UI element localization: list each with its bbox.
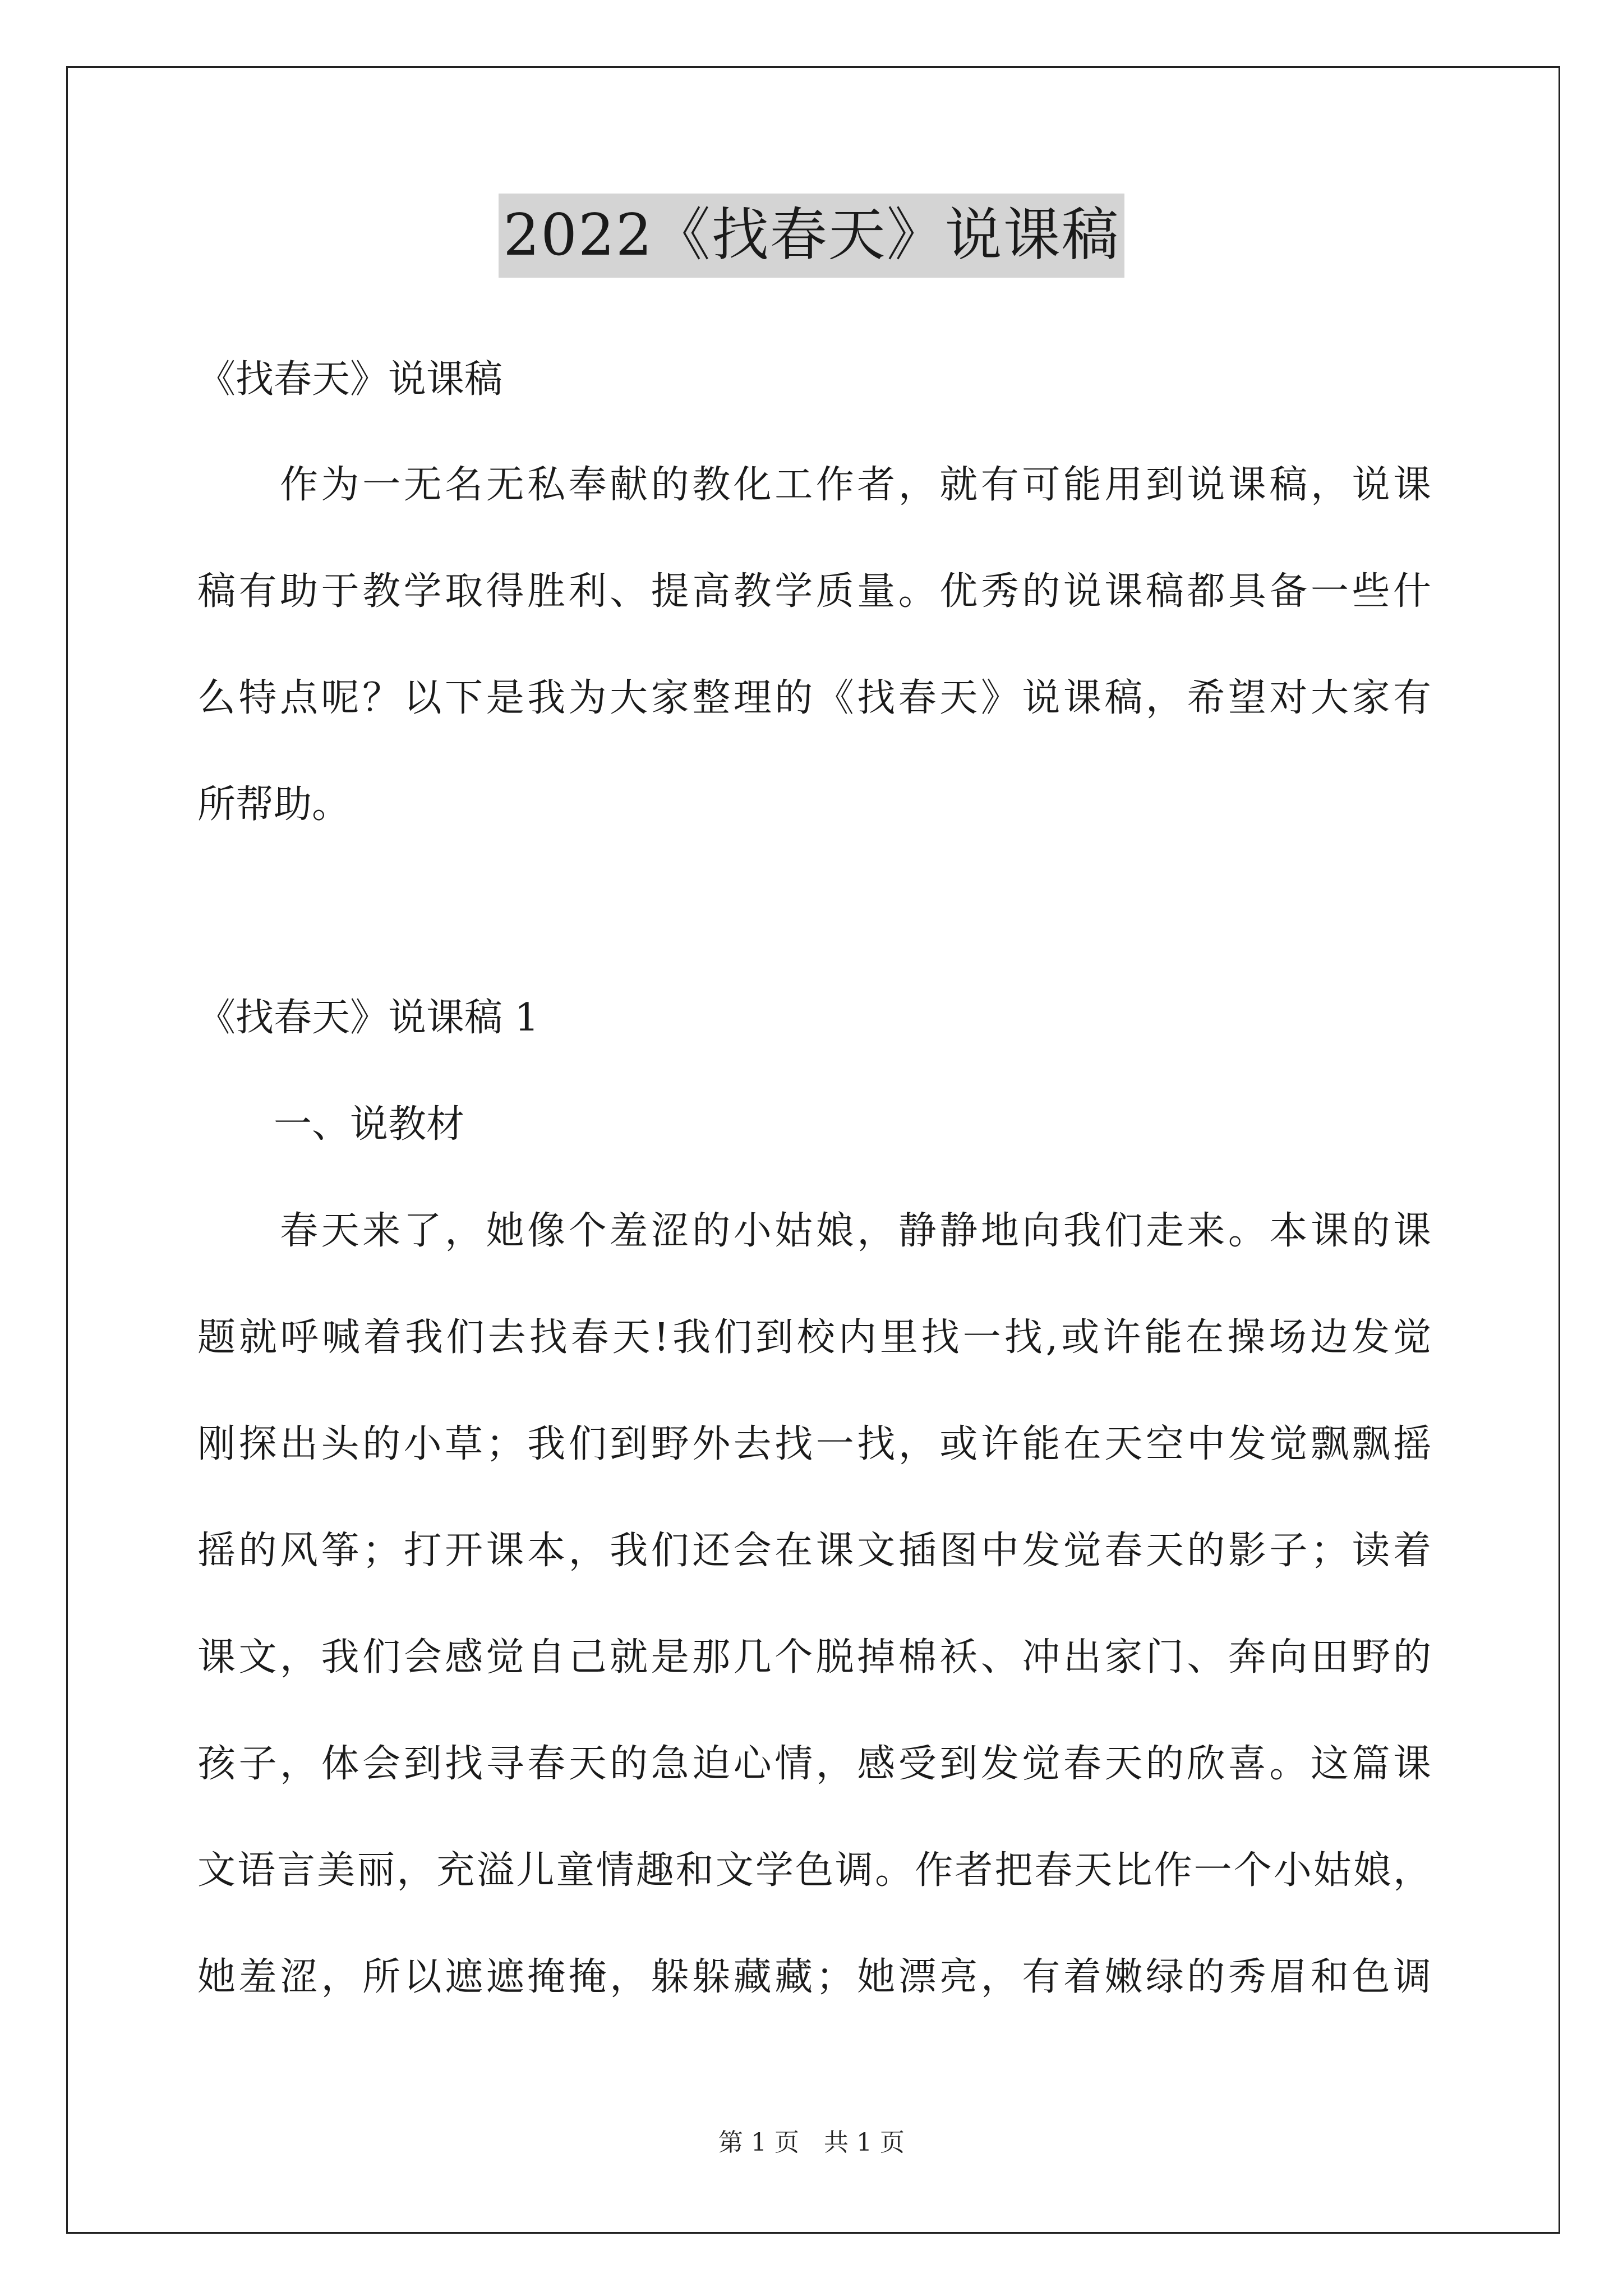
intro-line-3: 么特点呢？以下是我为大家整理的《找春天》说课稿，希望对大家有	[197, 676, 1431, 720]
document-subtitle: 《找春天》说课稿	[197, 357, 503, 402]
intro-line-2: 稿有助于教学取得胜利、提高教学质量。优秀的说课稿都具备一些什	[197, 569, 1431, 614]
page-footer: 第 1 页 共 1 页	[718, 2128, 905, 2157]
document-title	[0, 194, 1623, 283]
body-line-1: 春天来了，她像个羞涩的小姑娘，静静地向我们走来。本课的课	[197, 1209, 1431, 1253]
section-title: 《找春天》说课稿 1	[197, 996, 539, 1040]
intro-line-1: 作为一无名无私奉献的教化工作者，就有可能用到说课稿，说课	[197, 463, 1431, 507]
body-line-6: 孩子，体会到找寻春天的急迫心情，感受到发觉春天的欣喜。这篇课	[197, 1742, 1431, 1786]
body-line-5: 课文，我们会感觉自己就是那几个脱掉棉袄、冲出家门、奔向田野的	[197, 1635, 1431, 1680]
body-line-3: 刚探出头的小草；我们到野外去找一找，或许能在天空中发觉飘飘摇	[197, 1422, 1431, 1466]
intro-line-4: 所帮助。	[197, 783, 351, 827]
body-line-8: 她羞涩，所以遮遮掩掩，躲躲藏藏；她漂亮，有着嫩绿的秀眉和色调	[197, 1955, 1431, 1999]
section-heading: 一、说教材	[197, 1102, 465, 1147]
body-line-2: 题就呼喊着我们去找春天!我们到校内里找一找,或许能在操场边发觉	[197, 1315, 1431, 1360]
document-title-text: 2022《找春天》说课稿	[499, 194, 1124, 278]
body-line-7: 文语言美丽，充溢儿童情趣和文学色调。作者把春天比作一个小姑娘，	[197, 1848, 1431, 1893]
body-line-4: 摇的风筝；打开课本，我们还会在课文插图中发觉春天的影子；读着	[197, 1529, 1431, 1573]
